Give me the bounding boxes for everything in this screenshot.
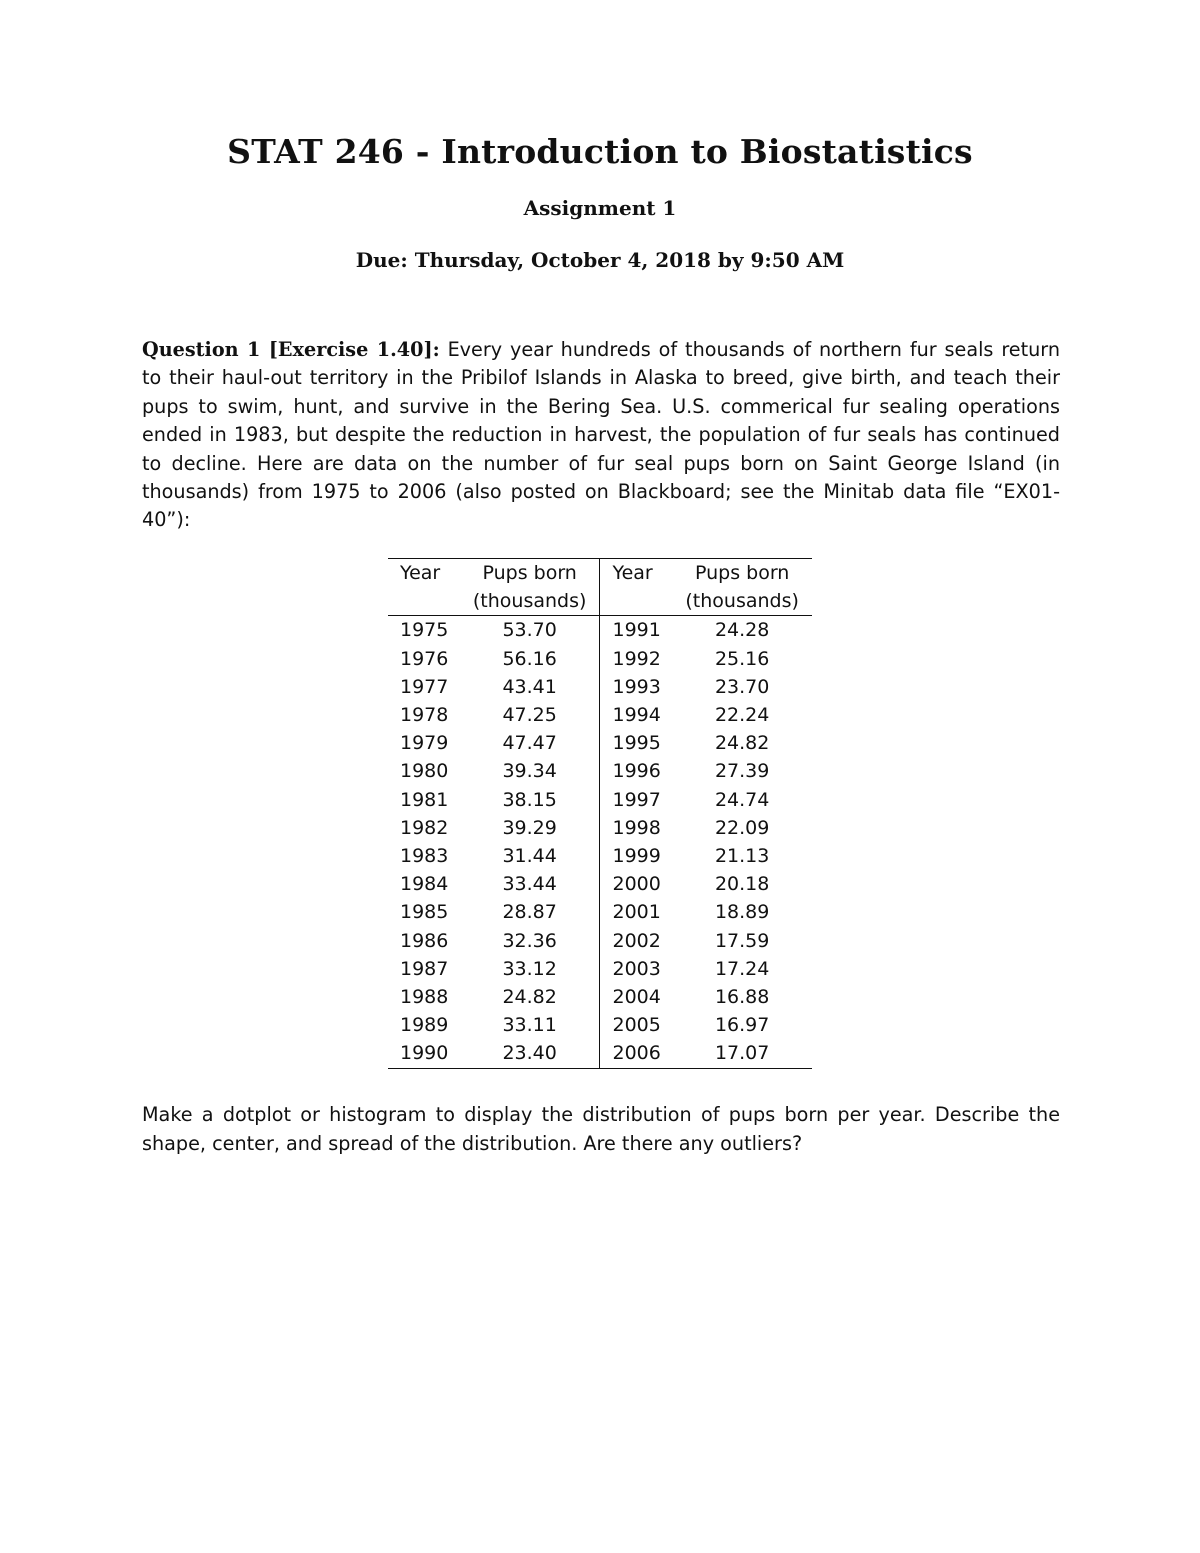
fur-seal-data-table [388, 558, 812, 1069]
table-row [388, 645, 812, 673]
year-left-cell: 1983 [400, 845, 449, 868]
table-row [388, 955, 812, 983]
year-left-cell: 1987 [400, 957, 449, 980]
year-right-cell: 1991 [612, 619, 661, 642]
pups-left-cell: 32.36 [460, 927, 600, 955]
year-right-cell: 2004 [612, 986, 661, 1009]
pups-left-cell: 33.12 [460, 955, 600, 983]
document-title: STAT 246 - Introduction to Biostatistics [227, 132, 973, 171]
header-year-left: Year [400, 562, 441, 584]
pups-left-cell: 39.29 [460, 814, 600, 842]
year-left-cell: 1977 [400, 675, 449, 698]
year-left-cell: 1990 [400, 1042, 449, 1065]
year-left-cell: 1986 [400, 929, 449, 952]
pups-left-cell: 53.70 [460, 616, 600, 645]
pups-left-cell: 33.11 [460, 1011, 600, 1039]
pups-left-cell: 47.47 [460, 729, 600, 757]
pups-left-cell: 38.15 [460, 786, 600, 814]
pups-left-cell: 56.16 [460, 645, 600, 673]
pups-left-cell: 47.25 [460, 701, 600, 729]
year-right-cell: 2001 [612, 901, 661, 924]
table-row [388, 814, 812, 842]
pups-right-cell: 23.70 [714, 675, 770, 698]
assignment-number: Assignment 1 [523, 196, 677, 220]
question-text: Every year hundreds of thousands of northern fur seals return to their haul-out territory in the Pribilof Islands in Alaska to breed, give birth, and teach their pups to swim, hunt, and survive in the Bering Sea. U.S. commerical fur sealing operations ended in 1983, but despite the reduction in harvest, the population of fur seals has continued to decline. Here are data on the number of fur seal pups born on Saint George Island (in thousands) from 1975 to 2006 (also posted on Blackboard; see the Minitab data file “EX01-40”): [142, 338, 1060, 532]
year-right-cell: 1999 [612, 845, 661, 868]
year-left-cell: 1979 [400, 732, 449, 755]
table-row [388, 729, 812, 757]
pups-right-cell: 24.82 [714, 732, 770, 755]
table-row [388, 898, 812, 926]
year-left-cell: 1985 [400, 901, 449, 924]
year-right-cell: 2000 [612, 873, 661, 896]
table-row [388, 927, 812, 955]
year-left-cell: 1976 [400, 647, 449, 670]
year-left-cell: 1982 [400, 816, 449, 839]
table-row [388, 1011, 812, 1039]
pups-right-cell: 20.18 [714, 873, 770, 896]
year-left-cell: 1975 [400, 619, 449, 642]
table-row [388, 1039, 812, 1068]
year-right-cell: 1992 [612, 647, 661, 670]
pups-right-cell: 24.74 [714, 788, 770, 811]
table-body [388, 616, 812, 1068]
header-blank-right [600, 587, 672, 616]
pups-right-cell: 25.16 [714, 647, 770, 670]
table-row [388, 983, 812, 1011]
table-row [388, 701, 812, 729]
year-right-cell: 2006 [612, 1042, 661, 1065]
year-right-cell: 1993 [612, 675, 661, 698]
table-header-row-units [388, 587, 812, 616]
year-right-cell: 1994 [612, 704, 661, 727]
table-row [388, 673, 812, 701]
header-units-right: (thousands) [672, 587, 812, 616]
year-right-cell: 1995 [612, 732, 661, 755]
pups-left-cell: 43.41 [460, 673, 600, 701]
year-right-cell: 2005 [612, 1014, 661, 1037]
table-row [388, 842, 812, 870]
task-prompt: Make a dotplot or histogram to display the distribution of pups born per year. Describe the shape, center, and spread of the distribution. Are there any outliers? [142, 1103, 1060, 1155]
pups-right-cell: 22.09 [714, 816, 770, 839]
pups-right-cell: 24.28 [714, 619, 770, 642]
pups-left-cell: 28.87 [460, 898, 600, 926]
header-units-left: (thousands) [460, 587, 600, 616]
table-row [388, 870, 812, 898]
pups-right-cell: 17.07 [714, 1042, 770, 1065]
pups-left-cell: 39.34 [460, 757, 600, 785]
pups-right-cell: 18.89 [714, 901, 770, 924]
year-left-cell: 1978 [400, 704, 449, 727]
year-right-cell: 2003 [612, 957, 661, 980]
pups-right-cell: 16.88 [714, 986, 770, 1009]
year-right-cell: 1996 [612, 760, 661, 783]
year-right-cell: 1997 [612, 788, 661, 811]
header-pups-left: Pups born [460, 559, 600, 588]
due-date: Due: Thursday, October 4, 2018 by 9:50 AM [355, 248, 845, 272]
question-label: Question 1 [Exercise 1.40]: [142, 338, 440, 361]
table-row [388, 786, 812, 814]
question-paragraph [142, 336, 1060, 535]
year-left-cell: 1988 [400, 986, 449, 1009]
pups-left-cell: 33.44 [460, 870, 600, 898]
pups-right-cell: 21.13 [714, 845, 770, 868]
pups-left-cell: 23.40 [460, 1039, 600, 1068]
pups-right-cell: 17.24 [714, 957, 770, 980]
pups-right-cell: 17.59 [714, 929, 770, 952]
table-row [388, 757, 812, 785]
pups-right-cell: 27.39 [714, 760, 770, 783]
header-year-right: Year [612, 562, 653, 584]
pups-right-cell: 16.97 [714, 1014, 770, 1037]
year-left-cell: 1989 [400, 1014, 449, 1037]
year-left-cell: 1984 [400, 873, 449, 896]
header-blank-left [388, 587, 460, 616]
pups-left-cell: 24.82 [460, 983, 600, 1011]
year-right-cell: 2002 [612, 929, 661, 952]
table-row [388, 616, 812, 645]
header-pups-right: Pups born [694, 562, 790, 584]
pups-left-cell: 31.44 [460, 842, 600, 870]
table-header-row [388, 559, 812, 588]
year-left-cell: 1980 [400, 760, 449, 783]
year-left-cell: 1981 [400, 788, 449, 811]
pups-right-cell: 22.24 [714, 704, 770, 727]
year-right-cell: 1998 [612, 816, 661, 839]
